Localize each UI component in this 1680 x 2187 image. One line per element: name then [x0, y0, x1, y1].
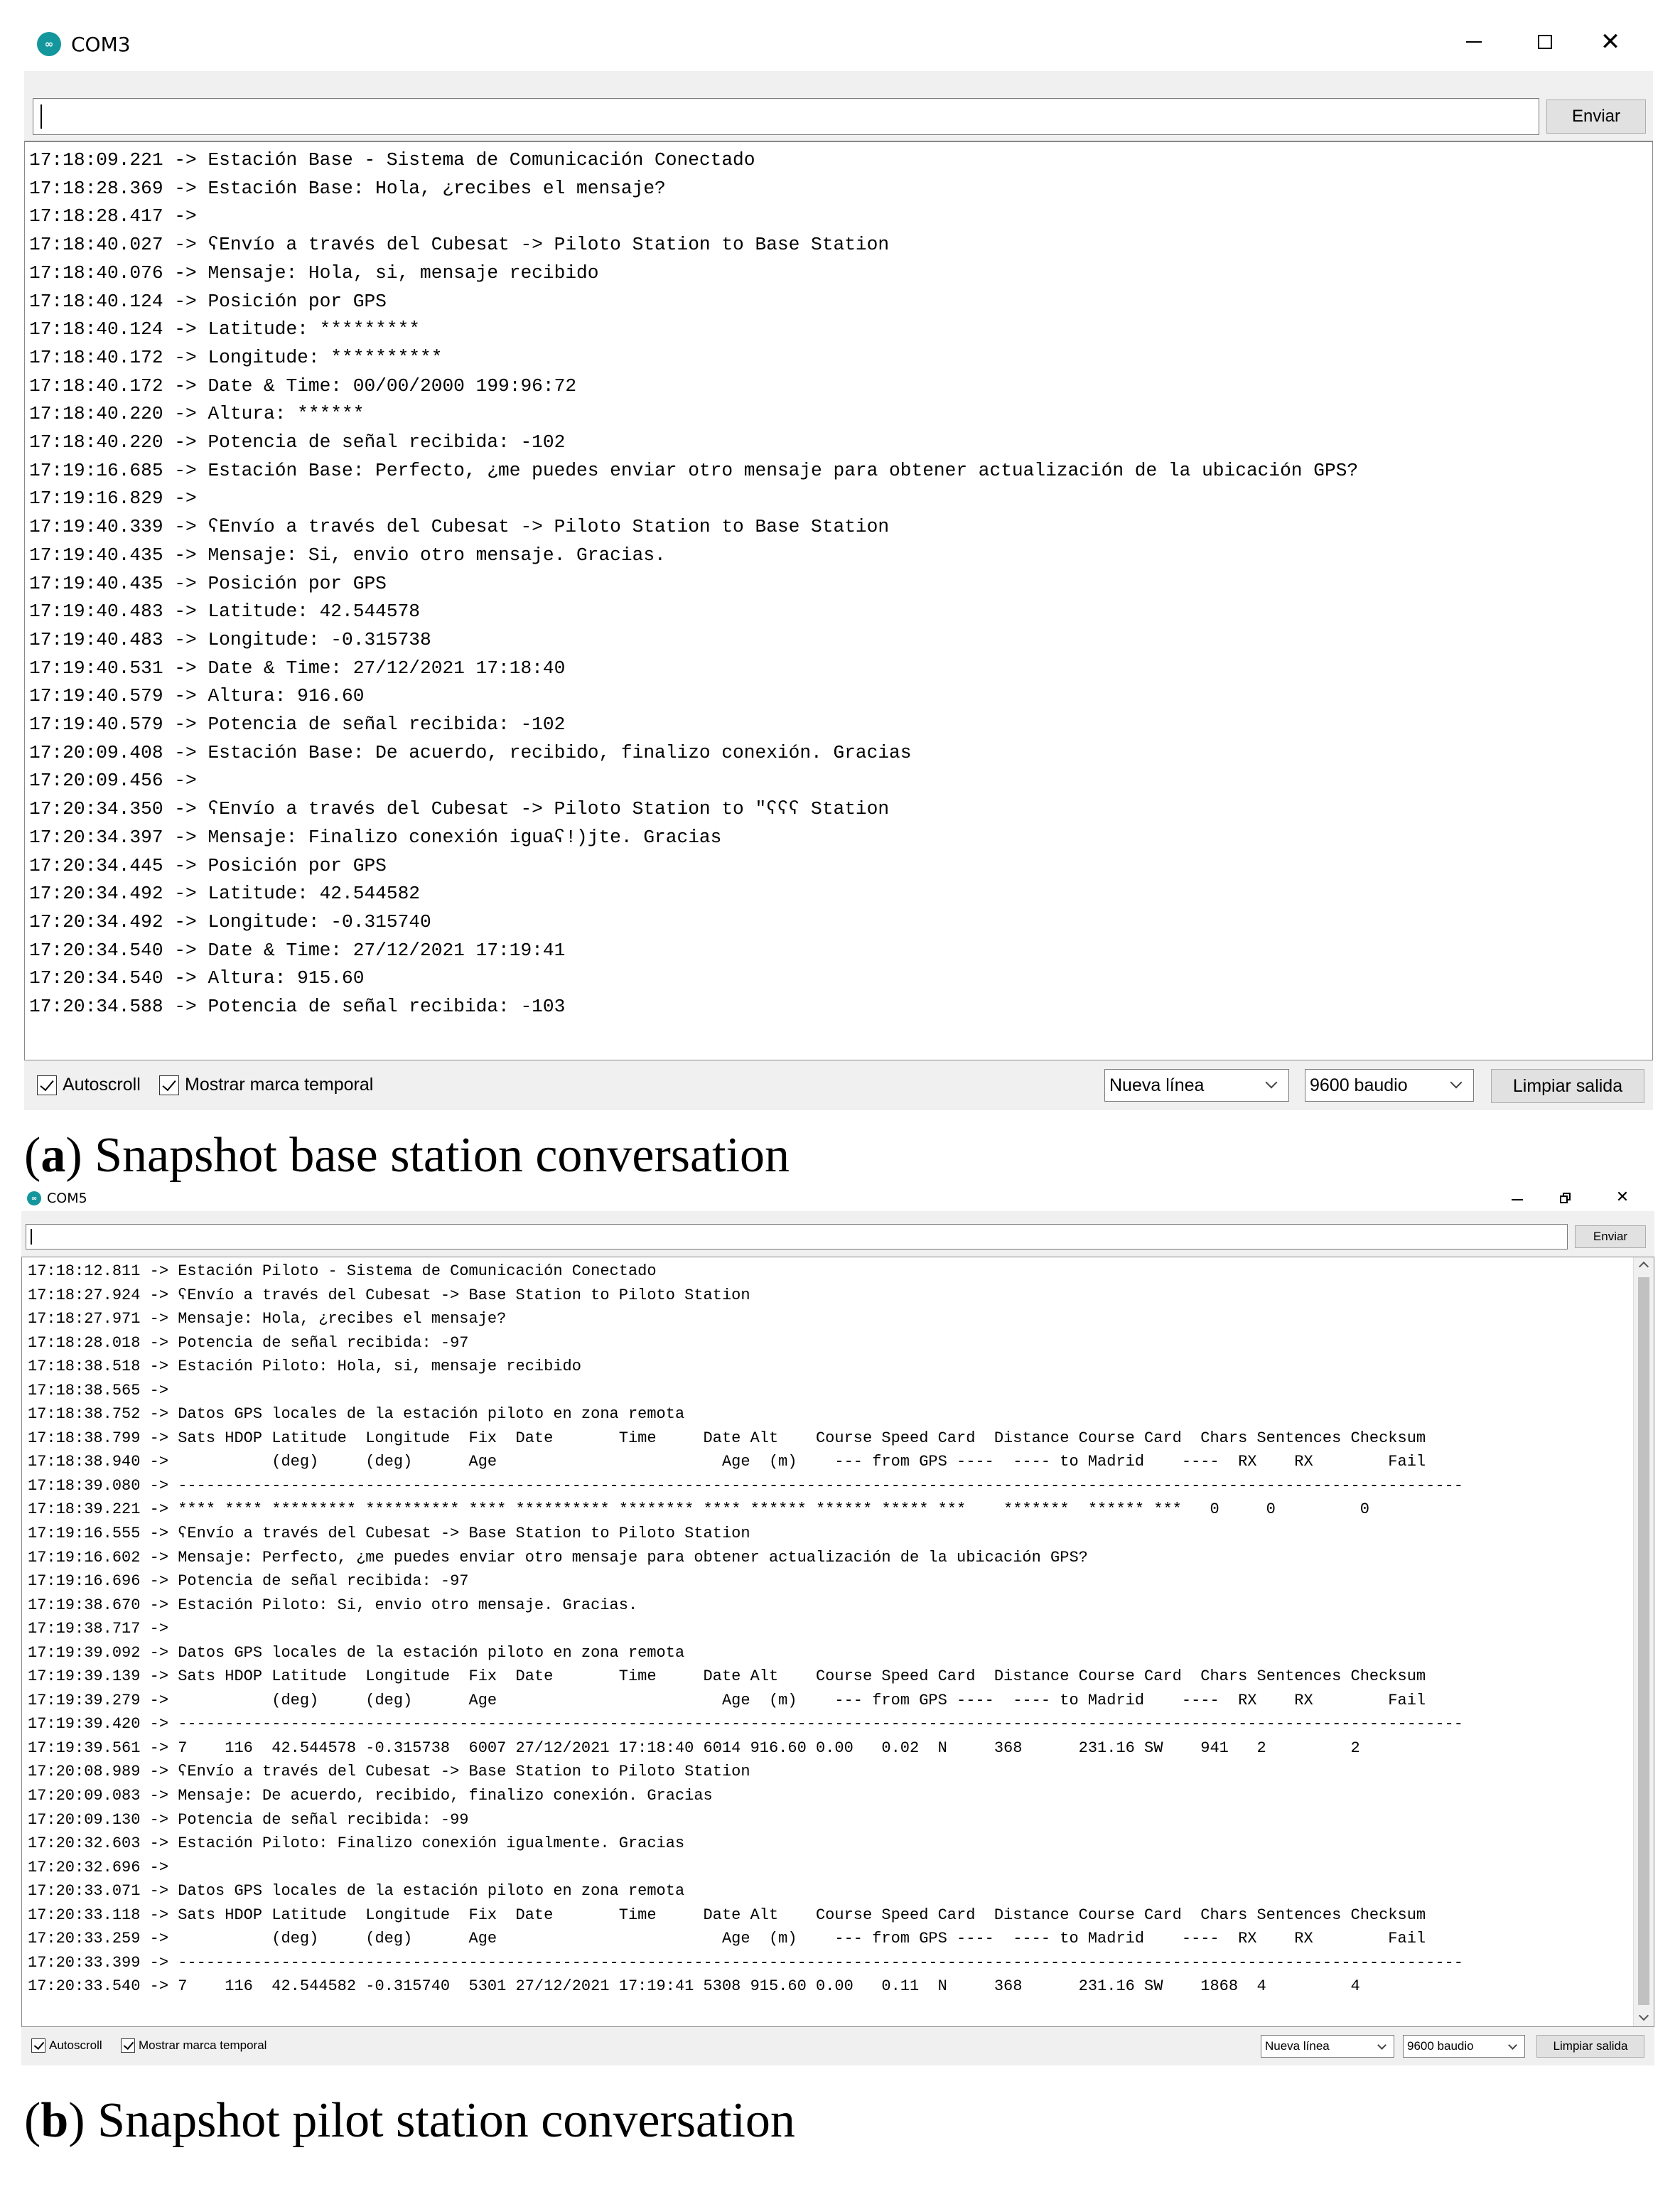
console-line: 17:19:39.420 -> ----------------------------------------------------------------------------------------------------------------------------------------- [28, 1715, 1463, 1734]
send-button[interactable]: Enviar [1575, 1225, 1646, 1248]
close-icon[interactable]: ✕ [1615, 1188, 1630, 1206]
maximize-icon[interactable] [1531, 31, 1559, 53]
console-line: 17:20:34.540 -> Date & Time: 27/12/2021 17:19:41 [29, 939, 566, 961]
console-line: 17:18:27.971 -> Mensaje: Hola, ¿recibes el mensaje? [28, 1310, 507, 1328]
send-button[interactable]: Enviar [1546, 100, 1646, 134]
console-line: 17:18:28.417 -> [29, 205, 197, 227]
arduino-icon: ∞ [37, 32, 61, 56]
console-line: 17:19:16.829 -> [29, 488, 197, 510]
serial-input[interactable] [33, 98, 1539, 135]
console-line: 17:19:40.483 -> Latitude: 42.544578 [29, 601, 421, 623]
console-line: 17:18:40.172 -> Longitude: ********** [29, 346, 443, 368]
console-line: 17:20:34.445 -> Posición por GPS [29, 854, 387, 876]
autoscroll-label: Autoscroll [63, 1075, 141, 1095]
console-line: 17:19:16.696 -> Potencia de señal recibida: -97 [28, 1572, 469, 1591]
send-row [21, 1211, 1654, 1257]
baud-rate-value: 9600 baudio [1310, 1075, 1408, 1095]
autoscroll-checkbox[interactable] [37, 1075, 141, 1095]
autoscroll-label: Autoscroll [49, 2038, 102, 2052]
chevron-down-icon [1450, 1077, 1463, 1089]
console-line: 17:18:38.518 -> Estación Piloto: Hola, si, mensaje recibido [28, 1358, 581, 1376]
autoscroll-checkbox[interactable] [31, 2038, 102, 2053]
caption-b-letter: b [41, 2093, 69, 2148]
bottom-toolbar [21, 2027, 1654, 2065]
console-line: 17:20:09.083 -> Mensaje: De acuerdo, recibido, finalizo conexión. Gracias [28, 1787, 713, 1805]
console-line: 17:19:39.561 -> 7 116 42.544578 -0.315738 6007 27/12/2021 17:18:40 6014 916.60 0.00 0.02 N 368 231.16 SW 941 2 2 [28, 1739, 1360, 1757]
console-line: 17:18:40.124 -> Posición por GPS [29, 290, 387, 312]
title-bar[interactable] [21, 1187, 1654, 1210]
line-ending-value: Nueva línea [1265, 2039, 1330, 2053]
console-line: 17:20:32.696 -> [28, 1858, 169, 1876]
serial-monitor-window-com5 [21, 1187, 1654, 2065]
console-line: 17:18:40.220 -> Potencia de señal recibida: -102 [29, 431, 566, 453]
console-line: 17:18:28.369 -> Estación Base: Hola, ¿recibes el mensaje? [29, 177, 666, 199]
console-line: 17:20:33.071 -> Datos GPS locales de la estación piloto en zona remota [28, 1882, 685, 1901]
caption-a-letter: a [41, 1128, 66, 1183]
console-line: 17:18:38.799 -> Sats HDOP Latitude Longitude Fix Date Time Date Alt Course Speed Card Distance Course Card Chars Sentences Checksum [28, 1429, 1426, 1447]
caption-a-text: Snapshot base station conversation [82, 1128, 790, 1183]
minimize-icon[interactable] [1507, 1193, 1528, 1207]
console-line: 17:18:28.018 -> Potencia de señal recibida: -97 [28, 1333, 469, 1352]
title-bar[interactable] [24, 20, 1653, 68]
console-line: 17:20:09.456 -> [29, 770, 197, 792]
console-line: 17:19:39.092 -> Datos GPS locales de la estación piloto en zona remota [28, 1643, 685, 1662]
console-line: 17:19:16.685 -> Estación Base: Perfecto, ¿me puedes enviar otro mensaje para obtener actualización de la ubicación GPS? [29, 459, 1359, 481]
line-ending-select[interactable] [1104, 1069, 1289, 1102]
line-ending-value: Nueva línea [1109, 1075, 1205, 1095]
output-lines [29, 146, 1358, 1021]
window-title: COM3 [71, 32, 131, 56]
console-line: 17:19:40.435 -> Posición por GPS [29, 572, 387, 594]
text-caret [31, 1229, 32, 1245]
checkbox-checked-icon [121, 2038, 135, 2053]
output-lines [28, 1259, 1463, 1999]
scroll-up-icon[interactable] [1639, 1262, 1649, 1272]
console-line: 17:18:39.080 -> ----------------------------------------------------------------------------------------------------------------------------------------- [28, 1476, 1463, 1495]
console-line: 17:20:33.118 -> Sats HDOP Latitude Longitude Fix Date Time Date Alt Course Speed Card Distance Course Card Chars Sentences Checksum [28, 1906, 1426, 1924]
console-line: 17:18:12.811 -> Estación Piloto - Sistema de Comunicación Conectado [28, 1262, 657, 1280]
text-caret [41, 104, 42, 129]
console-line: 17:18:09.221 -> Estación Base - Sistema de Comunicación Conectado [29, 149, 755, 171]
console-line: 17:19:40.531 -> Date & Time: 27/12/2021 17:18:40 [29, 657, 566, 679]
console-line: 17:20:32.603 -> Estación Piloto: Finalizo conexión igualmente. Gracias [28, 1834, 685, 1853]
chevron-down-icon [1266, 1077, 1278, 1089]
show-timestamp-checkbox[interactable] [121, 2038, 266, 2053]
serial-output[interactable] [21, 1257, 1654, 2027]
console-line: 17:19:16.602 -> Mensaje: Perfecto, ¿me puedes enviar otro mensaje para obtener actualización de la ubicación GPS? [28, 1548, 1088, 1567]
show-timestamp-checkbox[interactable] [159, 1075, 373, 1095]
console-line: 17:18:40.220 -> Altura: ****** [29, 403, 365, 425]
chevron-down-icon [1508, 2041, 1517, 2050]
console-line: 17:18:38.565 -> [28, 1381, 169, 1399]
console-line: 17:19:38.670 -> Estación Piloto: Si, envio otro mensaje. Gracias. [28, 1596, 638, 1614]
window-title: COM5 [47, 1191, 87, 1206]
vertical-scrollbar[interactable] [1633, 1257, 1654, 2026]
console-line: 17:20:34.492 -> Latitude: 42.544582 [29, 883, 421, 905]
clear-output-button[interactable]: Limpiar salida [1491, 1069, 1644, 1103]
chevron-down-icon [1377, 2041, 1386, 2050]
show-timestamp-label: Mostrar marca temporal [139, 2038, 267, 2052]
restore-icon[interactable] [1555, 1190, 1576, 1207]
console-line: 17:19:16.555 -> ʕEnvío a través del Cubesat -> Base Station to Piloto Station [28, 1525, 750, 1543]
console-line: 17:20:33.540 -> 7 116 42.544582 -0.315740 5301 27/12/2021 17:19:41 5308 915.60 0.00 0.11 N 368 231.16 SW 1868 4 4 [28, 1977, 1360, 1996]
console-line: 17:20:09.130 -> Potencia de señal recibida: -99 [28, 1810, 469, 1829]
console-line: 17:18:39.221 -> **** **** ********* ********** **** ********** ******** **** ****** ****** ***** *** ******* ****** *** 0 0 0 [28, 1500, 1369, 1519]
console-line: 17:19:38.717 -> [28, 1620, 169, 1638]
console-line: 17:18:27.924 -> ʕEnvío a través del Cubesat -> Base Station to Piloto Station [28, 1286, 750, 1304]
scroll-down-icon[interactable] [1639, 2011, 1649, 2021]
console-line: 17:20:34.588 -> Potencia de señal recibida: -103 [29, 996, 566, 1018]
baud-rate-value: 9600 baudio [1407, 2039, 1474, 2053]
line-ending-select[interactable] [1261, 2035, 1394, 2058]
console-line: 17:20:34.540 -> Altura: 915.60 [29, 967, 365, 989]
caption-b: (b) Snapshot pilot station conversation [24, 2093, 795, 2148]
console-line: 17:19:39.279 -> (deg) (deg) Age Age (m) --- from GPS ---- ---- to Madrid ---- RX RX Fail [28, 1691, 1426, 1709]
console-line: 17:18:40.172 -> Date & Time: 00/00/2000 199:96:72 [29, 375, 577, 397]
console-line: 17:19:40.579 -> Potencia de señal recibida: -102 [29, 714, 566, 736]
console-line: 17:20:34.397 -> Mensaje: Finalizo conexión iguaʕ!)jte. Gracias [29, 826, 722, 848]
checkbox-checked-icon [159, 1075, 179, 1095]
caption-b-text: Snapshot pilot station conversation [85, 2093, 795, 2148]
arduino-icon: ∞ [27, 1191, 41, 1205]
console-line: 17:20:08.989 -> ʕEnvío a través del Cubesat -> Base Station to Piloto Station [28, 1763, 750, 1781]
caption-a: (a) Snapshot base station conversation [24, 1128, 790, 1183]
baud-rate-select[interactable] [1403, 2035, 1525, 2058]
console-line: 17:19:39.139 -> Sats HDOP Latitude Longitude Fix Date Time Date Alt Course Speed Card Distance Course Card Chars Sentences Checksum [28, 1667, 1426, 1686]
console-line: 17:20:33.399 -> ----------------------------------------------------------------------------------------------------------------------------------------- [28, 1953, 1463, 1972]
serial-output[interactable] [24, 141, 1653, 1060]
console-line: 17:20:34.350 -> ʕEnvío a través del Cubesat -> Piloto Station to "ʕʕʕ Station [29, 798, 890, 820]
clear-output-button[interactable]: Limpiar salida [1536, 2035, 1644, 2058]
console-line: 17:18:40.027 -> ʕEnvío a través del Cubesat -> Piloto Station to Base Station [29, 234, 890, 256]
console-line: 17:20:09.408 -> Estación Base: De acuerdo, recibido, finalizo conexión. Gracias [29, 741, 912, 763]
checkbox-checked-icon [31, 2038, 45, 2053]
scrollbar-thumb[interactable] [1638, 1277, 1649, 2005]
console-line: 17:19:40.483 -> Longitude: -0.315738 [29, 628, 431, 650]
console-line: 17:18:38.940 -> (deg) (deg) Age Age (m) --- from GPS ---- ---- to Madrid ---- RX RX Fail [28, 1453, 1426, 1471]
minimize-icon[interactable] [1460, 31, 1488, 53]
console-line: 17:19:40.579 -> Altura: 916.60 [29, 685, 365, 707]
console-line: 17:18:40.124 -> Latitude: ********* [29, 318, 421, 340]
console-line: 17:18:38.752 -> Datos GPS locales de la estación piloto en zona remota [28, 1405, 685, 1424]
console-line: 17:20:33.259 -> (deg) (deg) Age Age (m) --- from GPS ---- ---- to Madrid ---- RX RX Fail [28, 1930, 1426, 1948]
checkbox-checked-icon [37, 1075, 57, 1095]
send-row [24, 71, 1653, 141]
console-line: 17:18:40.076 -> Mensaje: Hola, si, mensaje recibido [29, 262, 599, 284]
console-line: 17:19:40.339 -> ʕEnvío a través del Cubesat -> Piloto Station to Base Station [29, 516, 890, 538]
baud-rate-select[interactable] [1305, 1069, 1474, 1102]
serial-input[interactable] [26, 1224, 1568, 1250]
serial-monitor-window-com3 [24, 20, 1653, 1096]
close-icon[interactable]: ✕ [1600, 28, 1621, 56]
console-line: 17:19:40.435 -> Mensaje: Si, envio otro mensaje. Gracias. [29, 544, 666, 566]
bottom-toolbar [24, 1060, 1653, 1110]
console-line: 17:20:34.492 -> Longitude: -0.315740 [29, 910, 431, 933]
show-timestamp-label: Mostrar marca temporal [185, 1075, 374, 1095]
